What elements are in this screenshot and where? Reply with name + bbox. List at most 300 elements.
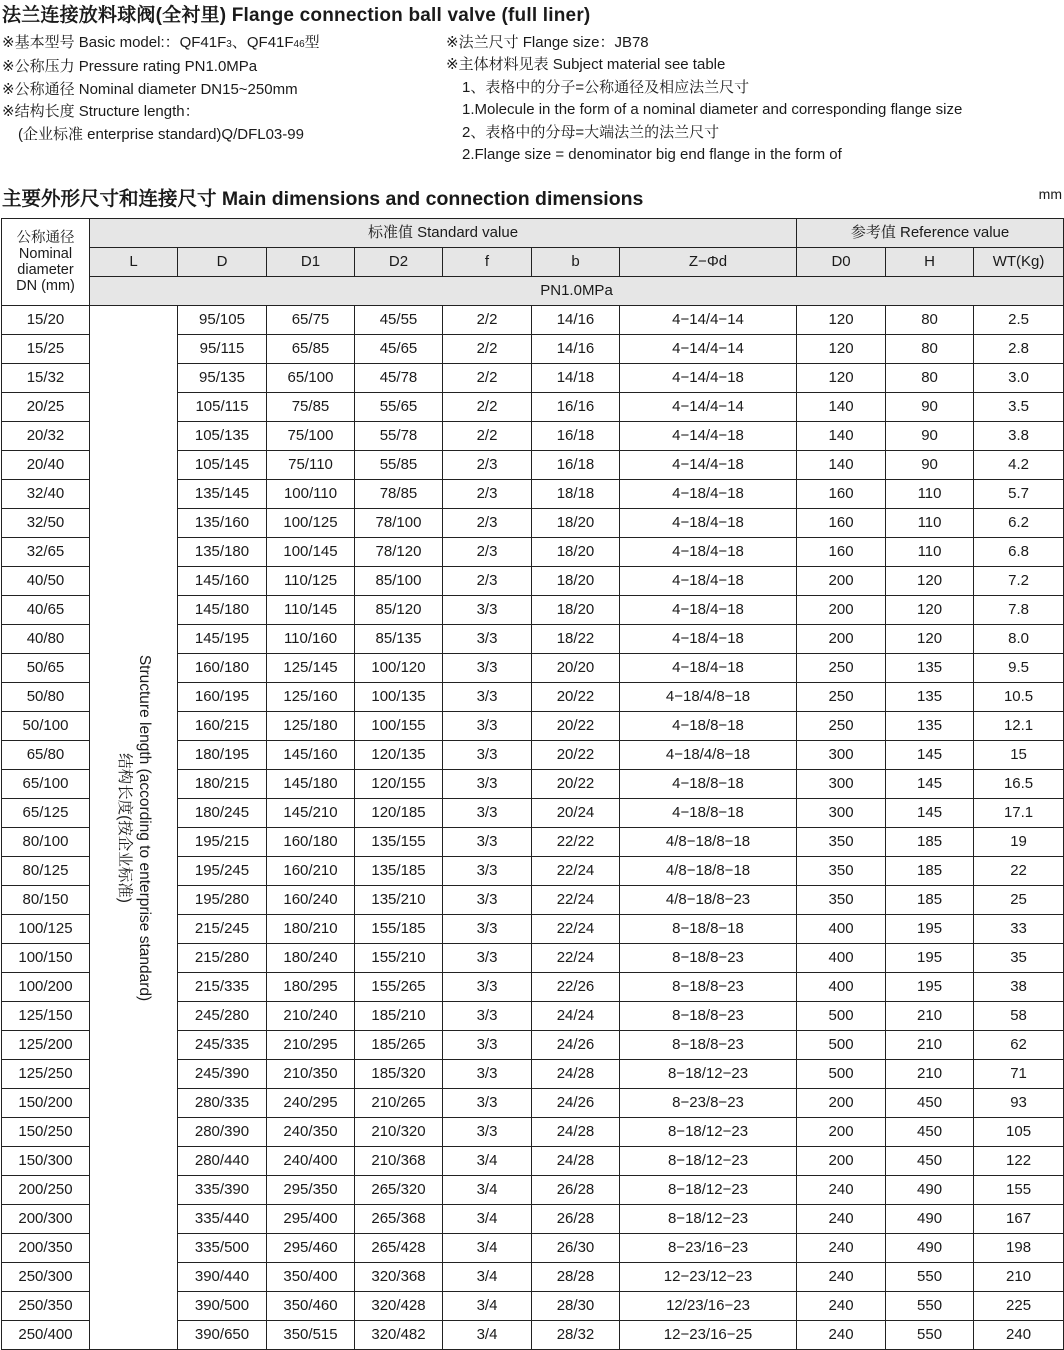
cell-wt: 4.2 [974,451,1064,480]
cell-f: 3/3 [443,712,532,741]
cell-d1: 110/145 [267,596,355,625]
cell-b: 16/18 [532,422,620,451]
cell-b: 18/18 [532,480,620,509]
cell-d1: 180/210 [267,915,355,944]
cell-h: 90 [886,393,974,422]
cell-z-phi-d: 4−18/4−18 [620,567,797,596]
cell-dn: 200/250 [2,1176,90,1205]
cell-dn: 15/32 [2,364,90,393]
col-header-z-phi-d: Z−Φd [620,248,797,277]
cell-d1: 125/160 [267,683,355,712]
cell-d1: 125/180 [267,712,355,741]
cell-d2: 265/428 [355,1234,443,1263]
cell-d2: 120/155 [355,770,443,799]
cell-d1: 65/100 [267,364,355,393]
cell-d1: 65/75 [267,306,355,335]
cell-z-phi-d: 8−23/8−23 [620,1089,797,1118]
cell-f: 3/4 [443,1321,532,1350]
cell-d: 335/440 [178,1205,267,1234]
cell-z-phi-d: 4−14/4−18 [620,364,797,393]
cell-d: 145/195 [178,625,267,654]
cell-d2: 78/100 [355,509,443,538]
cell-dn: 80/150 [2,886,90,915]
cell-wt: 3.0 [974,364,1064,393]
cell-d0: 500 [797,1002,886,1031]
cell-d2: 135/155 [355,828,443,857]
cell-wt: 155 [974,1176,1064,1205]
cell-z-phi-d: 4−14/4−18 [620,451,797,480]
cell-dn: 15/20 [2,306,90,335]
cell-h: 550 [886,1263,974,1292]
cell-b: 28/32 [532,1321,620,1350]
cell-z-phi-d: 4/8−18/8−18 [620,857,797,886]
cell-dn: 65/80 [2,741,90,770]
cell-z-phi-d: 4−18/8−18 [620,799,797,828]
cell-f: 2/2 [443,364,532,393]
cell-d2: 78/85 [355,480,443,509]
cell-b: 26/28 [532,1176,620,1205]
cell-h: 135 [886,712,974,741]
cell-z-phi-d: 4/8−18/8−23 [620,886,797,915]
cell-d0: 160 [797,509,886,538]
cell-d: 195/215 [178,828,267,857]
cell-h: 550 [886,1292,974,1321]
cell-z-phi-d: 4−18/4−18 [620,538,797,567]
page-title: 法兰连接放料球阀(全衬里) Flange connection ball valve (full liner) [2,5,591,26]
cell-f: 2/2 [443,422,532,451]
cell-wt: 22 [974,857,1064,886]
note-1-cn: 1、表格中的分子=公称通径及相应法兰尺寸 [462,78,750,96]
cell-d0: 200 [797,596,886,625]
cell-d1: 210/350 [267,1060,355,1089]
cell-z-phi-d: 4−18/4−18 [620,625,797,654]
cell-wt: 7.2 [974,567,1064,596]
cell-dn: 20/40 [2,451,90,480]
cell-b: 24/28 [532,1060,620,1089]
cell-f: 3/3 [443,1118,532,1147]
cell-d1: 100/125 [267,509,355,538]
cell-b: 22/24 [532,886,620,915]
spec-flange-size: ※法兰尺寸 Flange size：JB78 [446,34,649,51]
cell-z-phi-d: 8−18/12−23 [620,1176,797,1205]
cell-d2: 185/320 [355,1060,443,1089]
dn-header-cell: 公称通径 Nominal diameter DN (mm) [2,219,90,306]
cell-d2: 320/368 [355,1263,443,1292]
cell-d: 145/160 [178,567,267,596]
cell-f: 2/3 [443,538,532,567]
col-header-H: H [886,248,974,277]
cell-z-phi-d: 4−14/4−14 [620,306,797,335]
cell-d1: 210/240 [267,1002,355,1031]
cell-h: 110 [886,509,974,538]
cell-dn: 40/50 [2,567,90,596]
cell-d0: 240 [797,1234,886,1263]
cell-wt: 10.5 [974,683,1064,712]
cell-dn: 40/80 [2,625,90,654]
cell-d1: 160/240 [267,886,355,915]
cell-f: 3/3 [443,799,532,828]
cell-dn: 250/350 [2,1292,90,1321]
cell-z-phi-d: 12/23/16−23 [620,1292,797,1321]
cell-z-phi-d: 8−18/12−23 [620,1118,797,1147]
cell-d2: 210/320 [355,1118,443,1147]
cell-wt: 2.8 [974,335,1064,364]
cell-dn: 50/65 [2,654,90,683]
cell-h: 185 [886,886,974,915]
cell-h: 145 [886,741,974,770]
cell-wt: 16.5 [974,770,1064,799]
cell-b: 20/24 [532,799,620,828]
cell-b: 14/16 [532,306,620,335]
cell-d1: 65/85 [267,335,355,364]
col-header-b: b [532,248,620,277]
cell-b: 18/22 [532,625,620,654]
spec-nominal-diameter: ※公称通径 Nominal diameter DN15~250mm [2,80,298,98]
cell-b: 24/26 [532,1089,620,1118]
cell-h: 145 [886,770,974,799]
cell-d2: 135/185 [355,857,443,886]
col-header-f: f [443,248,532,277]
cell-d0: 200 [797,1118,886,1147]
note-2-en: 2.Flange size = denominator big end flange in the form of [462,146,842,164]
cell-d0: 200 [797,625,886,654]
cell-z-phi-d: 8−18/8−23 [620,944,797,973]
cell-f: 3/3 [443,886,532,915]
cell-wt: 210 [974,1263,1064,1292]
cell-f: 3/3 [443,915,532,944]
cell-d2: 185/265 [355,1031,443,1060]
cell-d1: 180/295 [267,973,355,1002]
cell-wt: 12.1 [974,712,1064,741]
cell-h: 110 [886,538,974,567]
cell-h: 120 [886,625,974,654]
cell-d: 145/180 [178,596,267,625]
cell-d2: 85/100 [355,567,443,596]
structure-length-label-cn: 结构长度(按企业标准) [115,752,133,903]
cell-f: 3/3 [443,625,532,654]
cell-wt: 62 [974,1031,1064,1060]
cell-wt: 71 [974,1060,1064,1089]
cell-z-phi-d: 4−14/4−14 [620,393,797,422]
cell-h: 210 [886,1002,974,1031]
cell-b: 20/20 [532,654,620,683]
cell-dn: 150/250 [2,1118,90,1147]
cell-d2: 78/120 [355,538,443,567]
cell-d: 95/115 [178,335,267,364]
cell-b: 14/16 [532,335,620,364]
cell-b: 20/22 [532,683,620,712]
cell-wt: 225 [974,1292,1064,1321]
cell-d2: 100/155 [355,712,443,741]
cell-wt: 5.7 [974,480,1064,509]
cell-d1: 295/350 [267,1176,355,1205]
cell-d: 245/390 [178,1060,267,1089]
cell-dn: 40/65 [2,596,90,625]
cell-z-phi-d: 4−18/8−18 [620,712,797,741]
cell-b: 24/28 [532,1147,620,1176]
cell-b: 28/30 [532,1292,620,1321]
cell-h: 210 [886,1031,974,1060]
cell-d1: 240/295 [267,1089,355,1118]
cell-d1: 100/110 [267,480,355,509]
cell-dn: 32/50 [2,509,90,538]
cell-f: 3/3 [443,596,532,625]
cell-h: 450 [886,1118,974,1147]
cell-z-phi-d: 4−18/4−18 [620,596,797,625]
cell-d2: 185/210 [355,1002,443,1031]
cell-dn: 80/100 [2,828,90,857]
cell-wt: 35 [974,944,1064,973]
cell-b: 20/22 [532,712,620,741]
cell-b: 18/20 [532,538,620,567]
cell-d: 160/180 [178,654,267,683]
cell-h: 90 [886,422,974,451]
cell-b: 22/24 [532,857,620,886]
spec-enterprise-standard: (企业标准 enterprise standard)Q/DFL03-99 [18,125,304,143]
cell-d1: 295/460 [267,1234,355,1263]
cell-wt: 93 [974,1089,1064,1118]
cell-h: 90 [886,451,974,480]
cell-z-phi-d: 4−18/4−18 [620,509,797,538]
table-body [2,306,1064,1350]
cell-d2: 45/65 [355,335,443,364]
cell-d1: 350/515 [267,1321,355,1350]
cell-d2: 45/78 [355,364,443,393]
col-header-WT: WT(Kg) [974,248,1064,277]
cell-d2: 120/135 [355,741,443,770]
cell-d: 215/335 [178,973,267,1002]
cell-d: 390/650 [178,1321,267,1350]
cell-b: 24/26 [532,1031,620,1060]
cell-d: 105/135 [178,422,267,451]
cell-d: 105/145 [178,451,267,480]
structure-length-label-en: Structure length (according to enterprise standard) [135,654,153,1001]
cell-f: 2/2 [443,335,532,364]
cell-d0: 500 [797,1060,886,1089]
cell-d0: 400 [797,915,886,944]
cell-z-phi-d: 12−23/12−23 [620,1263,797,1292]
cell-d0: 500 [797,1031,886,1060]
cell-f: 3/4 [443,1147,532,1176]
cell-d2: 55/78 [355,422,443,451]
cell-dn: 125/250 [2,1060,90,1089]
cell-dn: 150/200 [2,1089,90,1118]
cell-d1: 75/110 [267,451,355,480]
cell-b: 18/20 [532,567,620,596]
cell-h: 185 [886,857,974,886]
cell-f: 2/2 [443,393,532,422]
cell-wt: 38 [974,973,1064,1002]
cell-f: 3/3 [443,1002,532,1031]
cell-f: 3/3 [443,654,532,683]
spec-subject-material: ※主体材料见表 Subject material see table [446,56,726,74]
cell-b: 18/20 [532,509,620,538]
cell-d1: 145/160 [267,741,355,770]
unit-label: mm [1038,186,1062,202]
cell-d: 160/215 [178,712,267,741]
cell-h: 490 [886,1234,974,1263]
cell-b: 20/22 [532,741,620,770]
cell-h: 490 [886,1205,974,1234]
cell-b: 22/24 [532,915,620,944]
cell-z-phi-d: 8−23/16−23 [620,1234,797,1263]
cell-f: 2/2 [443,306,532,335]
cell-f: 3/3 [443,828,532,857]
cell-z-phi-d: 8−18/12−23 [620,1147,797,1176]
cell-d1: 110/125 [267,567,355,596]
cell-z-phi-d: 8−18/8−23 [620,973,797,1002]
cell-h: 135 [886,654,974,683]
cell-wt: 8.0 [974,625,1064,654]
cell-d: 215/245 [178,915,267,944]
cell-d0: 200 [797,1089,886,1118]
section-title: 主要外形尺寸和连接尺寸 Main dimensions and connection dimensions [2,188,644,210]
cell-dn: 150/300 [2,1147,90,1176]
cell-dn: 20/25 [2,393,90,422]
cell-dn: 100/125 [2,915,90,944]
cell-d1: 145/180 [267,770,355,799]
cell-h: 450 [886,1147,974,1176]
cell-wt: 15 [974,741,1064,770]
cell-d: 390/500 [178,1292,267,1321]
cell-d2: 100/135 [355,683,443,712]
cell-d1: 240/400 [267,1147,355,1176]
col-header-D2: D2 [355,248,443,277]
cell-d0: 140 [797,422,886,451]
cell-wt: 3.8 [974,422,1064,451]
cell-d1: 350/460 [267,1292,355,1321]
cell-b: 26/28 [532,1205,620,1234]
cell-b: 22/24 [532,944,620,973]
col-header-D0: D0 [797,248,886,277]
cell-d: 335/390 [178,1176,267,1205]
cell-d0: 120 [797,335,886,364]
cell-dn: 200/350 [2,1234,90,1263]
cell-d1: 180/240 [267,944,355,973]
cell-h: 195 [886,944,974,973]
cell-wt: 58 [974,1002,1064,1031]
cell-d2: 155/210 [355,944,443,973]
cell-wt: 198 [974,1234,1064,1263]
cell-b: 16/18 [532,451,620,480]
cell-dn: 80/125 [2,857,90,886]
cell-d0: 160 [797,480,886,509]
cell-f: 3/4 [443,1176,532,1205]
cell-d: 105/115 [178,393,267,422]
cell-d: 195/280 [178,886,267,915]
cell-d0: 400 [797,973,886,1002]
cell-f: 3/3 [443,973,532,1002]
cell-d2: 45/55 [355,306,443,335]
cell-b: 14/18 [532,364,620,393]
cell-z-phi-d: 4/8−18/8−18 [620,828,797,857]
cell-d: 280/335 [178,1089,267,1118]
cell-h: 185 [886,828,974,857]
cell-h: 450 [886,1089,974,1118]
cell-d0: 240 [797,1321,886,1350]
cell-d1: 75/85 [267,393,355,422]
cell-d0: 250 [797,654,886,683]
col-header-L: L [90,248,178,277]
cell-wt: 105 [974,1118,1064,1147]
cell-d0: 300 [797,770,886,799]
cell-d: 135/145 [178,480,267,509]
cell-d1: 75/100 [267,422,355,451]
cell-wt: 6.8 [974,538,1064,567]
cell-d1: 100/145 [267,538,355,567]
col-header-D: D [178,248,267,277]
cell-wt: 33 [974,915,1064,944]
cell-z-phi-d: 8−18/12−23 [620,1060,797,1089]
cell-dn: 15/25 [2,335,90,364]
cell-d: 180/195 [178,741,267,770]
cell-d0: 200 [797,1147,886,1176]
cell-d0: 120 [797,364,886,393]
cell-d: 245/335 [178,1031,267,1060]
cell-b: 26/30 [532,1234,620,1263]
cell-d: 95/105 [178,306,267,335]
spec-pressure: ※公称压力 Pressure rating PN1.0MPa [2,58,258,76]
cell-d0: 350 [797,857,886,886]
cell-d: 180/215 [178,770,267,799]
cell-d: 195/245 [178,857,267,886]
cell-f: 3/4 [443,1263,532,1292]
cell-f: 3/4 [443,1292,532,1321]
cell-d: 215/280 [178,944,267,973]
cell-d2: 265/368 [355,1205,443,1234]
cell-h: 120 [886,567,974,596]
cell-d0: 300 [797,741,886,770]
cell-f: 3/3 [443,1060,532,1089]
cell-z-phi-d: 8−18/8−23 [620,1002,797,1031]
note-1-en: 1.Molecule in the form of a nominal diameter and corresponding flange size [462,101,963,119]
cell-dn: 250/400 [2,1321,90,1350]
cell-d: 135/160 [178,509,267,538]
reference-value-header: 参考值 Reference value [797,219,1064,248]
cell-h: 490 [886,1176,974,1205]
cell-d: 135/180 [178,538,267,567]
cell-f: 2/3 [443,567,532,596]
cell-f: 3/3 [443,770,532,799]
cell-b: 18/20 [532,596,620,625]
cell-f: 3/3 [443,944,532,973]
cell-b: 20/22 [532,770,620,799]
spec-list-right [446,32,962,166]
cell-z-phi-d: 8−18/8−23 [620,1031,797,1060]
cell-h: 195 [886,915,974,944]
cell-h: 80 [886,306,974,335]
cell-d0: 300 [797,799,886,828]
cell-z-phi-d: 8−18/12−23 [620,1205,797,1234]
cell-z-phi-d: 4−14/4−14 [620,335,797,364]
cell-b: 28/28 [532,1263,620,1292]
spec-structure-length: ※结构长度 Structure length： [2,103,200,121]
cell-f: 2/3 [443,509,532,538]
cell-wt: 9.5 [974,654,1064,683]
cell-d2: 100/120 [355,654,443,683]
cell-z-phi-d: 12−23/16−25 [620,1321,797,1350]
cell-d1: 210/295 [267,1031,355,1060]
cell-f: 3/3 [443,1031,532,1060]
cell-d0: 250 [797,683,886,712]
cell-z-phi-d: 8−18/8−18 [620,915,797,944]
cell-d2: 55/65 [355,393,443,422]
cell-dn: 250/300 [2,1263,90,1292]
cell-f: 3/3 [443,1089,532,1118]
cell-h: 550 [886,1321,974,1350]
cell-d0: 240 [797,1292,886,1321]
cell-d0: 240 [797,1176,886,1205]
